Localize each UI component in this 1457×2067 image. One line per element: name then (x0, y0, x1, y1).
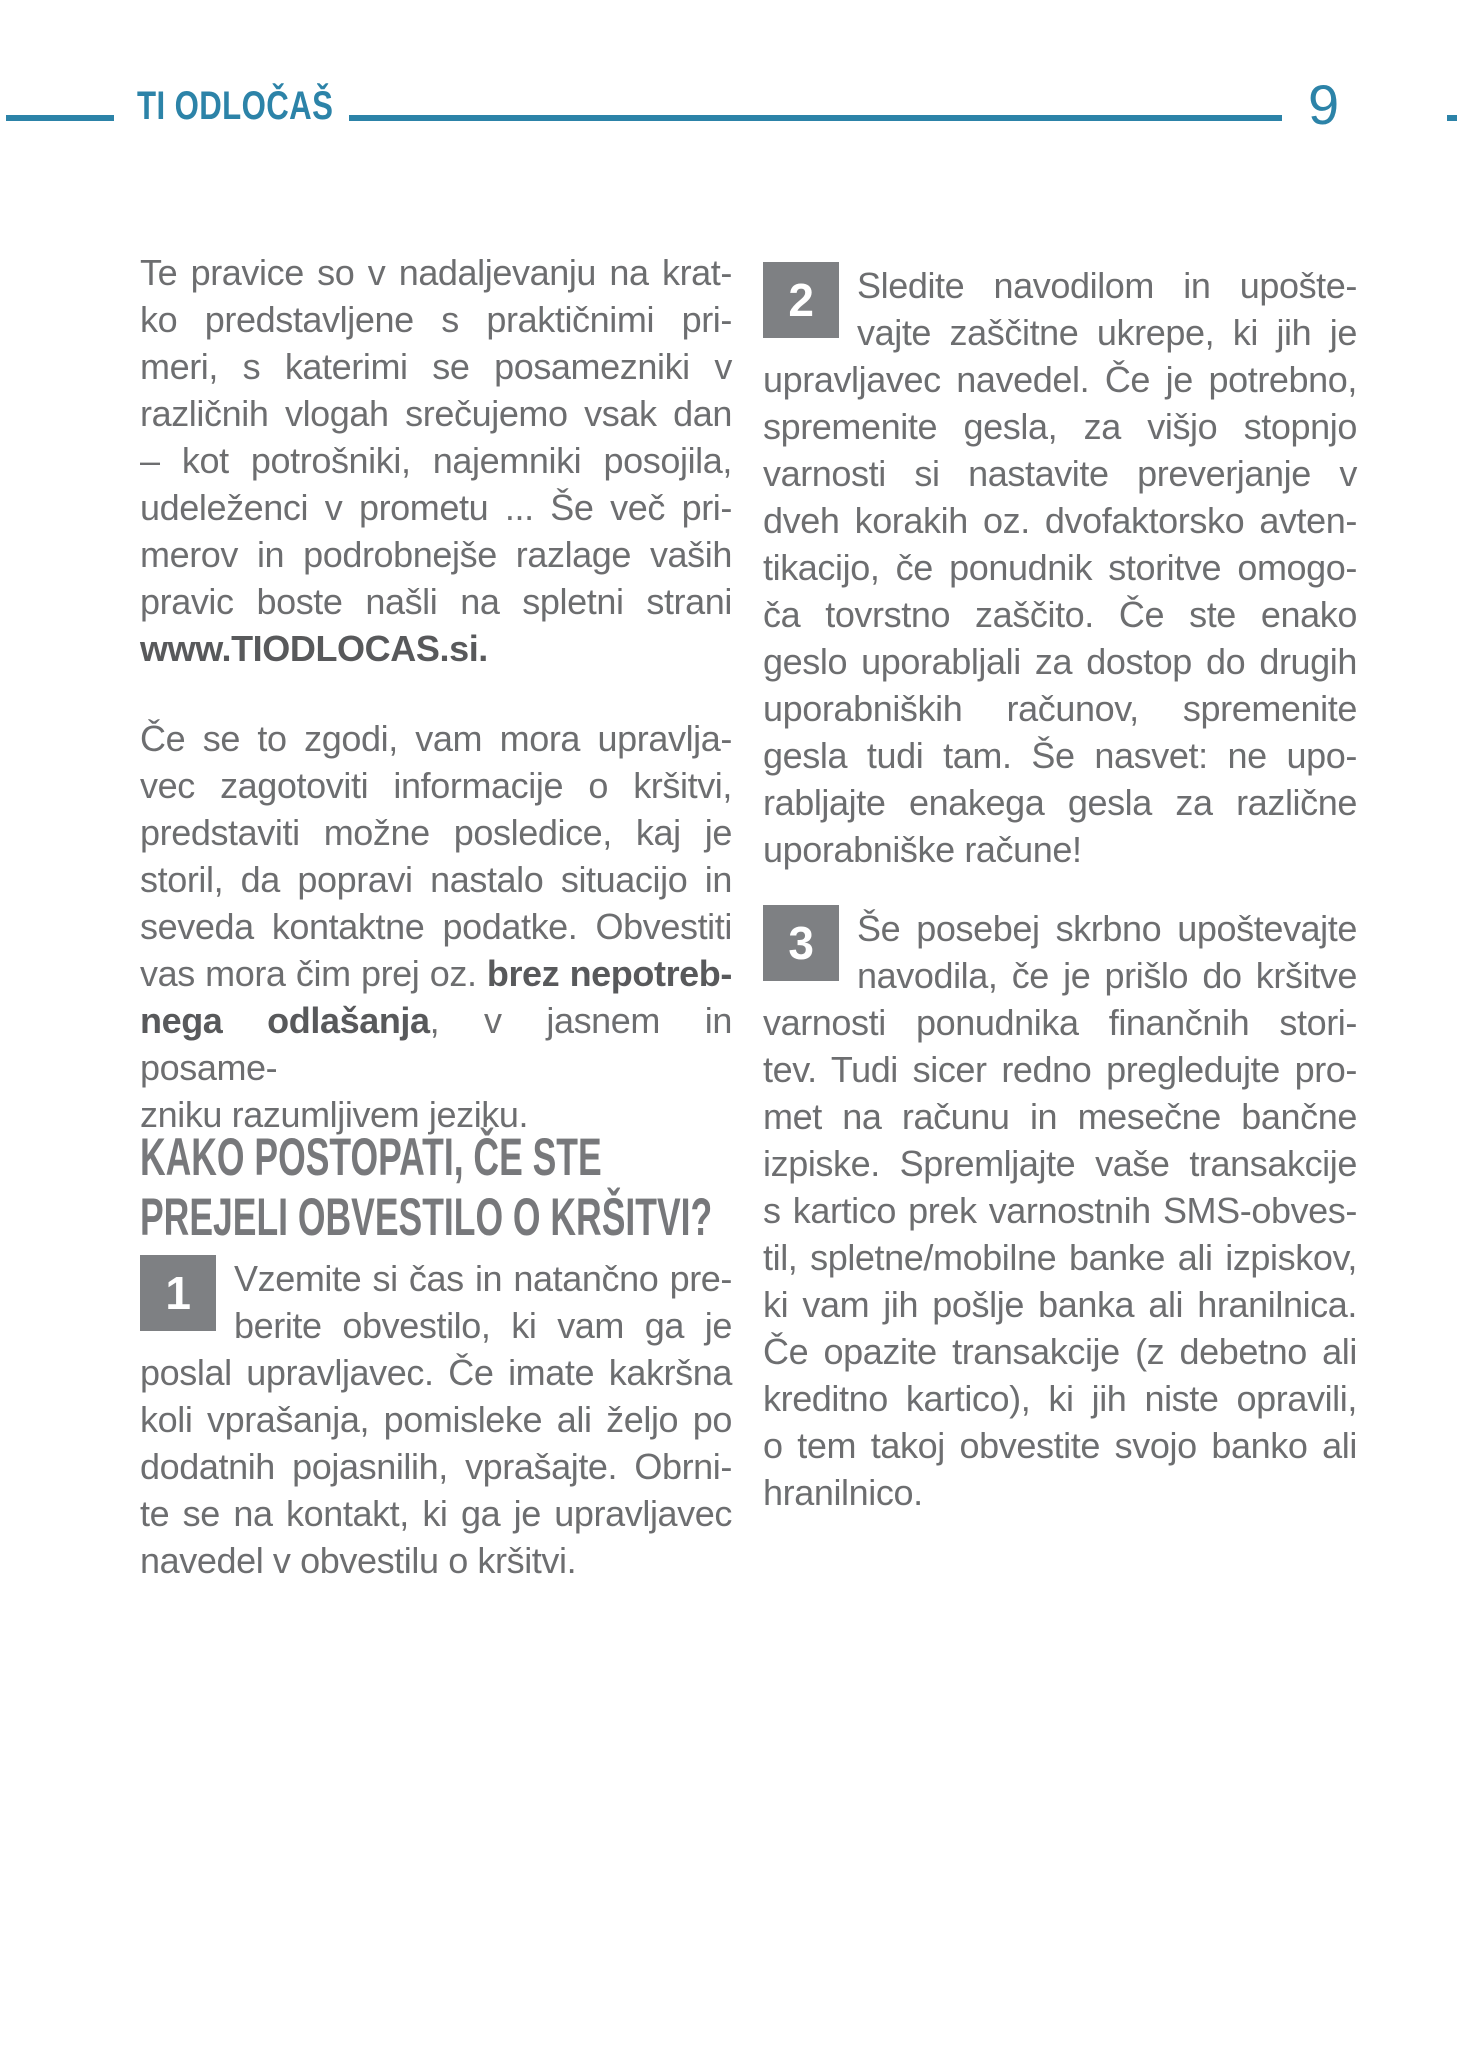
text-line: izpiske. Spremljajte vaše transakcije (763, 1143, 1357, 1184)
text-line: tev. Tudi sicer redno pregledujte pro- (763, 1049, 1357, 1090)
text-line: tikacijo, če ponudnik storitve omogo- (763, 547, 1357, 588)
page-number: 9 (1308, 73, 1340, 136)
notification-paragraph (140, 715, 732, 1138)
text-line: Če se to zgodi, vam mora upravlja- (140, 718, 732, 759)
text-line: vec zagotoviti informacije o kršitvi, (140, 765, 732, 806)
text-line: meri, s katerimi se posamezniki v (140, 346, 732, 387)
text-line: o tem takoj obvestite svojo banko ali (763, 1425, 1357, 1466)
text-line: seveda kontaktne podatke. Obvestiti (140, 906, 732, 947)
text-line: kreditno kartico), ki jih niste opravili, (763, 1378, 1357, 1419)
text-line: dodatnih pojasnilih, vprašajte. Obrni- (140, 1446, 732, 1487)
section-heading (140, 1128, 732, 1248)
text-line: til, spletne/mobilne banke ali izpiskov, (763, 1237, 1357, 1278)
text-line: merov in podrobnejše razlage vaših (140, 534, 732, 575)
text-line: berite obvestilo, ki vam ga je (234, 1305, 732, 1346)
step-1-text-below (140, 1349, 732, 1584)
text-line: varnosti si nastavite preverjanje v (763, 453, 1357, 494)
text-line: ko predstavljene s praktičnimi pri- (140, 299, 732, 340)
text-line: rabljajte enakega gesla za različne (763, 782, 1357, 823)
text-line: navedel v obvestilu o kršitvi. (140, 1540, 577, 1581)
text-line: www.TIODLOCAS.si. (140, 628, 488, 669)
step-2-text-beside (857, 262, 1357, 356)
text-line: te se na kontakt, ki ga je upravljavec (140, 1493, 732, 1534)
text-line: udeleženci v prometu ... Še več pri- (140, 487, 732, 528)
step-3-text-beside (857, 905, 1357, 999)
step-3 (763, 905, 1357, 1516)
text-line: met na računu in mesečne bančne (763, 1096, 1357, 1137)
intro-paragraph (140, 249, 732, 672)
step-2-text-below (763, 356, 1357, 873)
step-1-text-beside (234, 1255, 732, 1349)
text-line: uporabniške račune! (763, 829, 1082, 870)
right-column (763, 0, 1357, 2067)
text-line: ki vam jih pošlje banka ali hranilnica. (763, 1284, 1357, 1325)
step-2-number: 2 (788, 274, 814, 326)
text-line: dveh korakih oz. dvofaktorsko avten- (763, 500, 1357, 541)
page-kicker: TI ODLOČAŠ (137, 84, 334, 128)
header-rule-edge (1447, 115, 1457, 121)
step-1 (140, 1255, 732, 1584)
text-line: varnosti ponudnika finančnih stori- (763, 1002, 1357, 1043)
text-line: vas mora čim prej oz. brez nepotreb- (140, 953, 732, 994)
step-2 (763, 262, 1357, 873)
text-line: spremenite gesla, za višjo stopnjo (763, 406, 1357, 447)
text-line: uporabniških računov, spremenite (763, 688, 1357, 729)
text-line: zniku razumljivem jeziku. (140, 1094, 529, 1135)
text-line: gesla tudi tam. Še nasvet: ne upo- (763, 735, 1357, 776)
step-2-number-box (763, 262, 839, 338)
text-line: ča tovrstno zaščito. Če ste enako (763, 594, 1357, 635)
step-3-text-below (763, 999, 1357, 1516)
section-heading-line: KAKO POSTOPATI, ČE STE (140, 1128, 602, 1187)
text-line: koli vprašanja, pomisleke ali željo po (140, 1399, 732, 1440)
step-1-number: 1 (165, 1267, 191, 1319)
text-line: različnih vlogah srečujemo vsak dan (140, 393, 732, 434)
text-line: Vzemite si čas in natančno pre- (234, 1258, 732, 1299)
text-line: navodila, če je prišlo do kršitve (857, 955, 1357, 996)
text-line: vajte zaščitne ukrepe, ki jih je (857, 312, 1357, 353)
text-line: Če opazite transakcije (z debetno ali (763, 1331, 1357, 1372)
step-3-number: 3 (788, 917, 814, 969)
text-line: – kot potrošniki, najemniki posojila, (140, 440, 732, 481)
text-line: pravic boste našli na spletni strani (140, 581, 732, 622)
text-line: geslo uporabljali za dostop do drugih (763, 641, 1357, 682)
text-line: Te pravice so v nadaljevanju na krat- (140, 252, 732, 293)
header-rule-left (6, 115, 114, 121)
text-line: hranilnico. (763, 1472, 923, 1513)
text-line: Še posebej skrbno upoštevajte (857, 908, 1357, 949)
section-heading-line: PREJELI OBVESTILO O KRŠITVI? (140, 1188, 713, 1247)
step-1-number-box (140, 1255, 216, 1331)
text-line: nega odlašanja, v jasnem in posame- (140, 1000, 732, 1088)
text-line: storil, da popravi nastalo situacijo in (140, 859, 732, 900)
step-3-number-box (763, 905, 839, 981)
left-column (140, 0, 732, 2067)
text-line: Sledite navodilom in upošte- (857, 265, 1357, 306)
text-line: upravljavec navedel. Če je potrebno, (763, 359, 1357, 400)
text-line: s kartico prek varnostnih SMS-obves- (763, 1190, 1357, 1231)
text-line: poslal upravljavec. Če imate kakršna (140, 1352, 732, 1393)
text-line: predstaviti možne posledice, kaj je (140, 812, 732, 853)
